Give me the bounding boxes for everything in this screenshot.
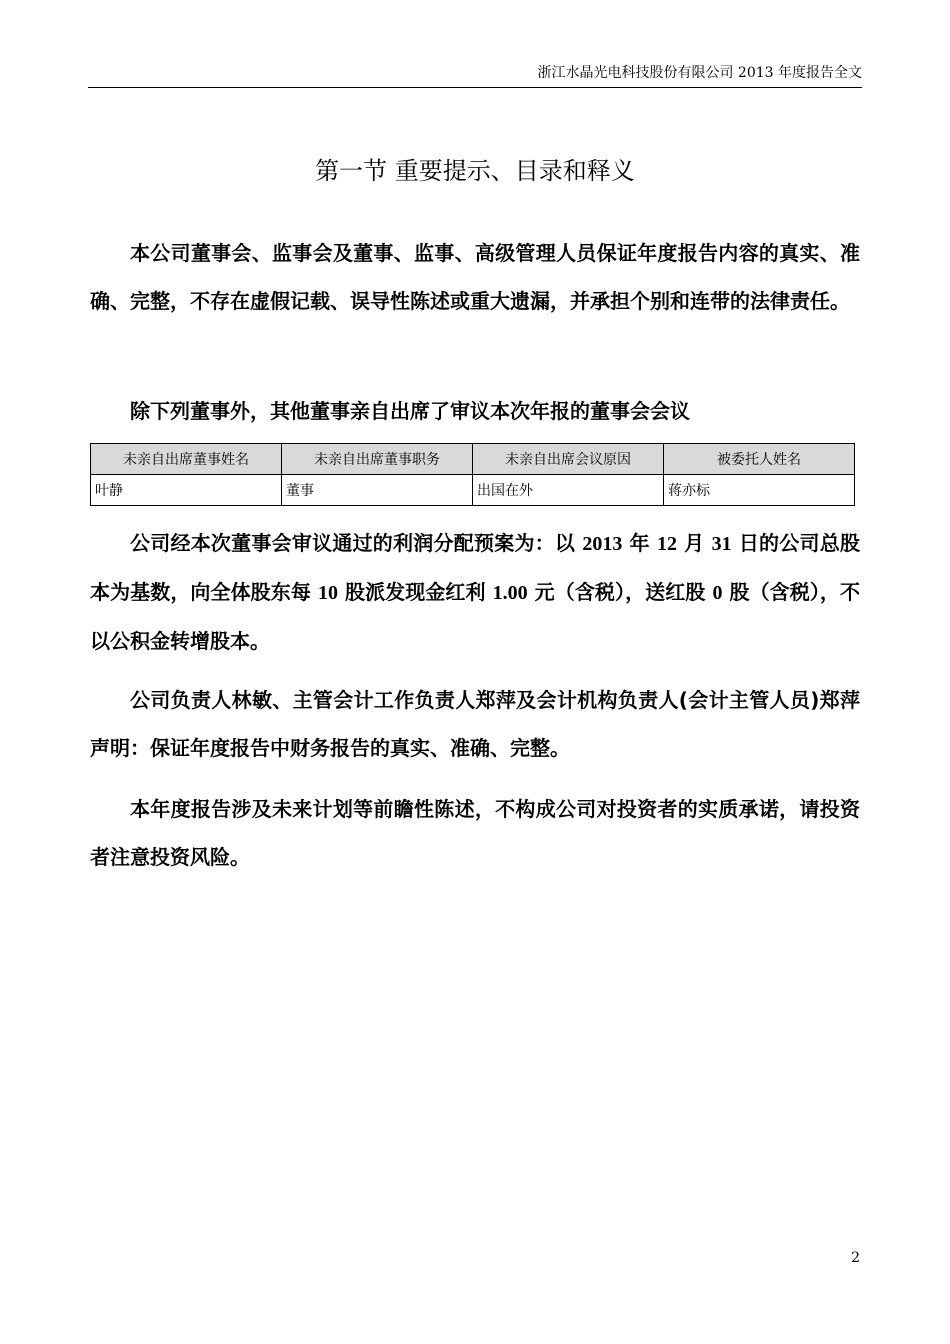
text-segment: 公司经本次董事会审议通过的利润分配预案为：以 bbox=[130, 531, 583, 555]
column-header: 被委托人姓名 bbox=[664, 444, 855, 475]
number-segment: 0 bbox=[712, 582, 723, 604]
absent-directors-table bbox=[90, 443, 855, 506]
text-segment: 年 bbox=[622, 531, 657, 555]
table-cell: 叶静 bbox=[91, 475, 282, 506]
column-header: 未亲自出席会议原因 bbox=[473, 444, 664, 475]
column-header: 未亲自出席董事职务 bbox=[282, 444, 473, 475]
section-title: 第一节 重要提示、目录和释义 bbox=[315, 157, 635, 185]
running-header: 浙江水晶光电科技股份有限公司 2013 年度报告全文 bbox=[537, 65, 862, 81]
number-segment: 2013 bbox=[582, 533, 623, 555]
page-number: 2 bbox=[851, 1250, 860, 1266]
column-header: 未亲自出席董事姓名 bbox=[91, 444, 282, 475]
number-segment: 12 bbox=[656, 533, 677, 555]
paragraph-financial-statement-declaration: 公司负责人林敏、主管会计工作负责人郑萍及会计机构负责人(会计主管人员)郑萍声明：保证年度报告中财务报告的真实、准确、完整。 bbox=[90, 688, 860, 760]
paragraph-profit-distribution bbox=[90, 519, 860, 665]
table-cell: 董事 bbox=[282, 475, 473, 506]
text-segment: 股（含税），不以公积金转增股本。 bbox=[90, 580, 860, 653]
table-cell: 出国在外 bbox=[473, 475, 664, 506]
header-rule bbox=[88, 87, 862, 88]
table-cell: 蒋亦标 bbox=[664, 475, 855, 506]
number-segment: 31 bbox=[711, 533, 732, 555]
text-segment: 元（含税），送红股 bbox=[527, 580, 713, 604]
paragraph-absent-directors-intro: 除下列董事外，其他董事亲自出席了审议本次年报的董事会会议 bbox=[130, 399, 690, 423]
paragraph-forward-looking-disclaimer: 本年度报告涉及未来计划等前瞻性陈述，不构成公司对投资者的实质承诺，请投资者注意投资风险。 bbox=[90, 797, 860, 869]
number-segment: 1.00 bbox=[492, 582, 528, 604]
number-segment: 10 bbox=[317, 582, 338, 604]
text-segment: 月 bbox=[676, 531, 712, 555]
text-segment: 股派发现金红利 bbox=[337, 580, 493, 604]
text-segment: 日的公司总股本为基数，向全体股东每 bbox=[90, 531, 860, 604]
table-row bbox=[91, 475, 855, 506]
paragraph-responsibility-statement: 本公司董事会、监事会及董事、监事、高级管理人员保证年度报告内容的真实、准确、完整，不存在虚假记载、误导性陈述或重大遗漏，并承担个别和连带的法律责任。 bbox=[90, 241, 860, 313]
table-header-row bbox=[91, 444, 855, 475]
